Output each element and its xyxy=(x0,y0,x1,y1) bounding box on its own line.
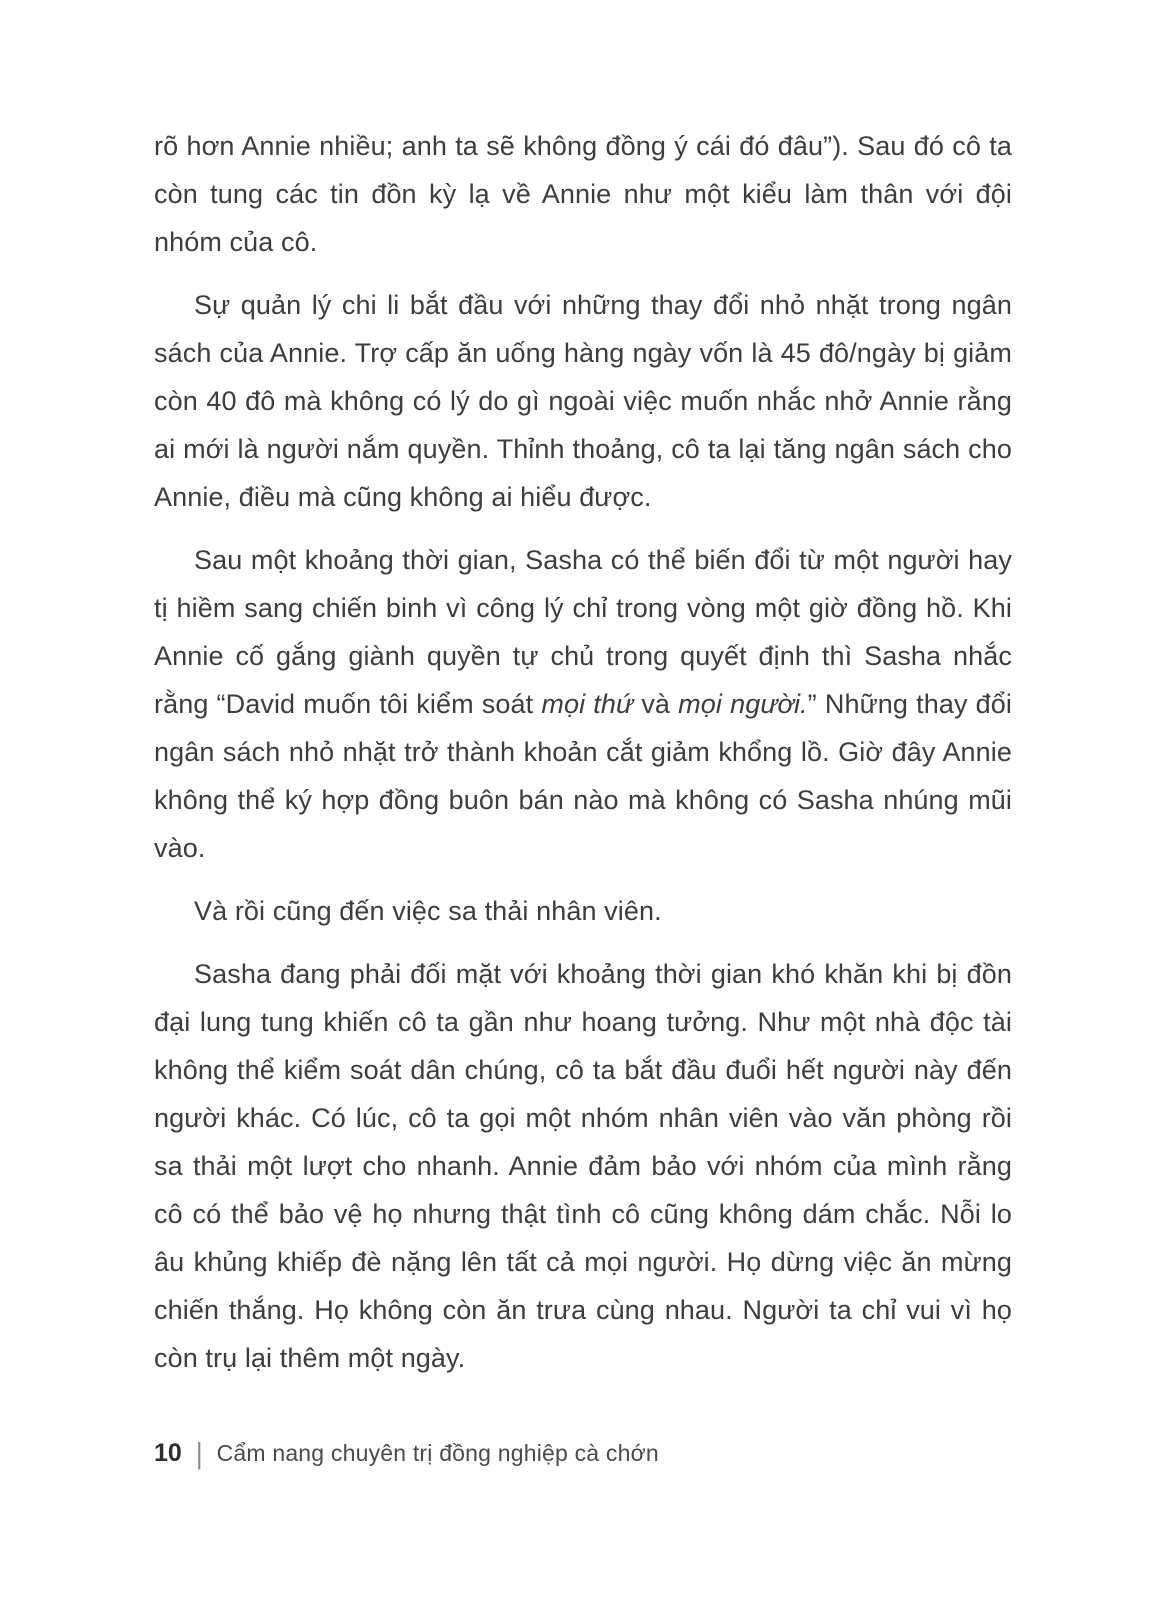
page-footer xyxy=(154,1435,1012,1471)
paragraph xyxy=(154,536,1012,872)
body-text: Và rồi cũng đến việc sa thải nhân viên. xyxy=(194,896,662,926)
body-text: Sự quản lý chi li bắt đầu với những thay đổi nhỏ nhặt trong ngân sách của Annie. Trợ cấp ăn uống hàng ngày vốn là 45 đô/ngày bị giảm còn 40 đô mà không có lý do gì ngoài việc muốn nhắc nhở Annie rằng ai mới là người nắm quyền. Thỉnh thoảng, cô ta lại tăng ngân sách cho Annie, điều mà cũng không ai hiểu được. xyxy=(154,290,1012,512)
body-text: rõ hơn Annie nhiều; anh ta sẽ không đồng ý cái đó đâu”). Sau đó cô ta còn tung các tin đồn kỳ lạ về Annie như một kiểu làm thân với đội nhóm của cô. xyxy=(154,131,1012,257)
body-text: và xyxy=(633,689,679,719)
emphasized-text: mọi thứ xyxy=(541,689,634,719)
paragraph xyxy=(154,122,1012,266)
paragraph xyxy=(154,281,1012,521)
page-number: 10 xyxy=(154,1439,182,1467)
paragraph xyxy=(154,950,1012,1382)
paragraph-container xyxy=(154,122,1012,1397)
footer-separator: | xyxy=(195,1435,203,1471)
emphasized-text: mọi người. xyxy=(678,689,808,719)
body-text: Sasha đang phải đối mặt với khoảng thời gian khó khăn khi bị đồn đại lung tung khiến cô ta gần như hoang tưởng. Như một nhà độc tài không thể kiểm soát dân chúng, cô ta bắt đầu đuổi hết người này đến người khác. Có lúc, cô ta gọi một nhóm nhân viên vào văn phòng rồi sa thải một lượt cho nhanh. Annie đảm bảo với nhóm của mình rằng cô có thể bảo vệ họ nhưng thật tình cô cũng không dám chắc. Nỗi lo âu khủng khiếp đè nặng lên tất cả mọi người. Họ dừng việc ăn mừng chiến thắng. Họ không còn ăn trưa cùng nhau. Người ta chỉ vui vì họ còn trụ lại thêm một ngày. xyxy=(154,959,1012,1373)
paragraph xyxy=(154,887,1012,935)
running-book-title: Cẩm nang chuyên trị đồng nghiệp cà chớn xyxy=(216,1440,659,1466)
body-text: ” Những thay đổi ngân sách nhỏ nhặt trở thành khoản cắt giảm khổng lồ. Giờ đây Annie không thể ký hợp đồng buôn bán nào mà không có Sasha nhúng mũi vào. xyxy=(154,689,1012,863)
body-text: Sau một khoảng thời gian, Sasha có thể biến đổi từ một người hay tị hiềm sang chiến binh vì công lý chỉ trong vòng một giờ đồng hồ. Khi Annie cố gắng giành quyền tự chủ trong quyết định thì Sasha nhắc rằng “David muốn tôi kiểm soát xyxy=(154,545,1012,719)
